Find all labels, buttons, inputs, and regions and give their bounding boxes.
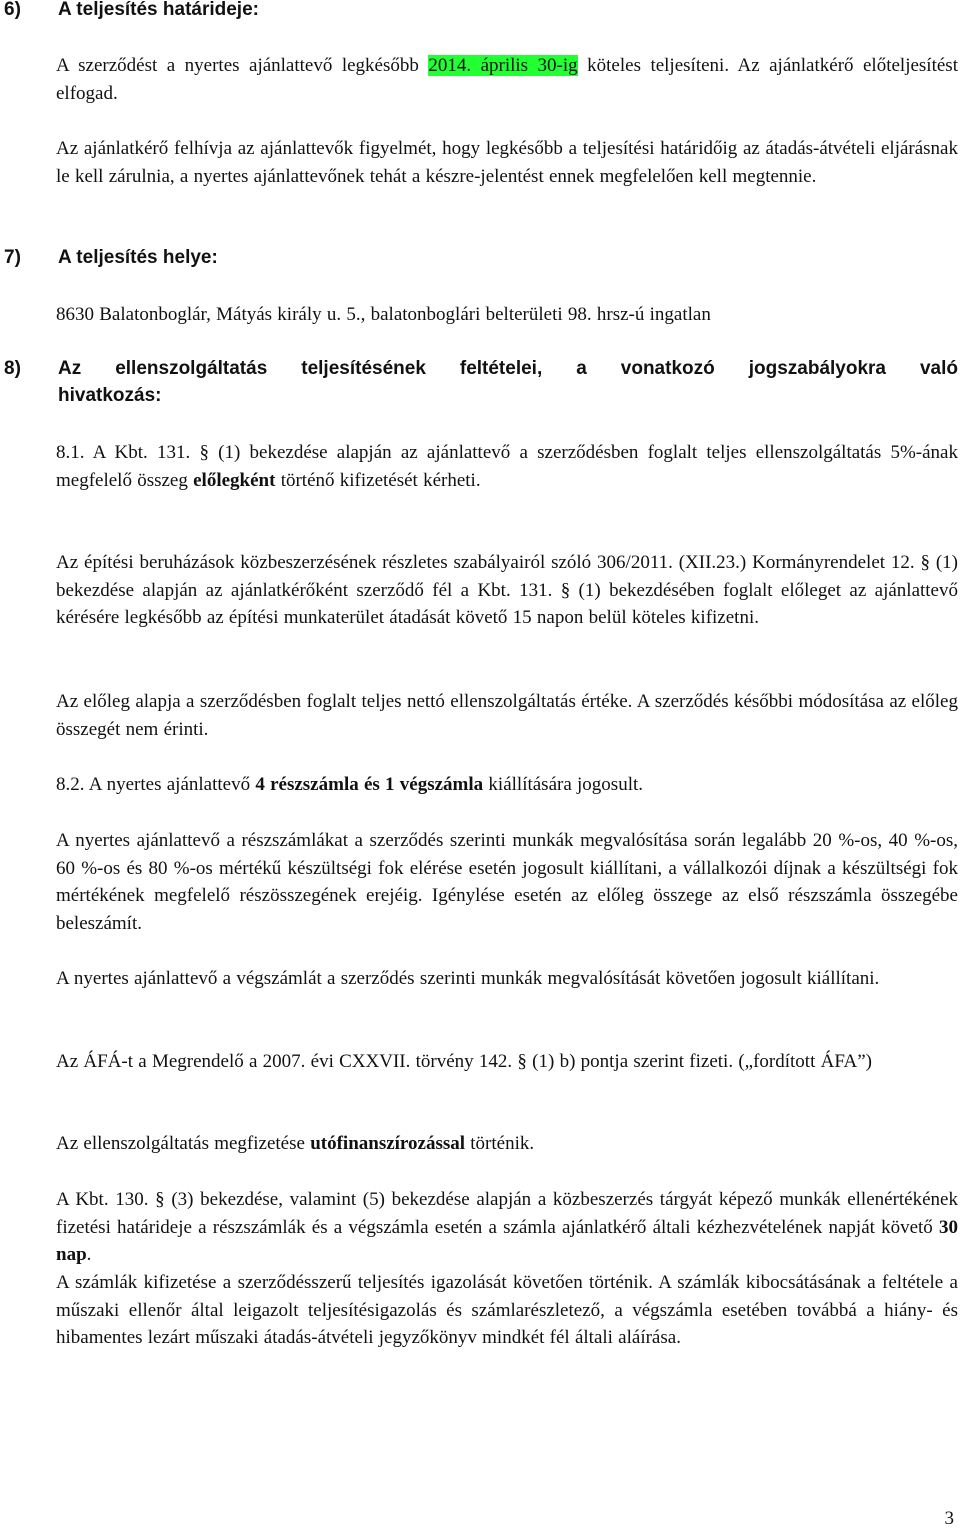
- paragraph: 8630 Balatonboglár, Mátyás király u. 5., balatonboglári belterületi 98. hrsz-ú ingatlan: [56, 304, 711, 325]
- paragraph: Az ÁFÁ-t a Megrendelő a 2007. évi CXXVII. törvény 142. § (1) b) pontja szerint fizeti. („fordított ÁFA”): [56, 1051, 872, 1072]
- paragraph: Az előleg alapja a szerződésben foglalt teljes nettó ellenszolgáltatás értéke. A szerződés későbbi módosítása az előleg összegét nem érinti.: [56, 691, 958, 740]
- paragraph: A szerződést a nyertes ajánlattevő legkésőbb 2014. április 30-ig köteles teljesíteni. Az ajánlatkérő előteljesítést elfogad.: [56, 55, 958, 104]
- bold-term: 30 nap: [56, 1216, 958, 1265]
- paragraph: A nyertes ajánlattevő a részszámlákat a szerződés szerinti munkák megvalósítása során legalább 20 %-os, 40 %-os, 60 %-os és 80 %-os mértékű készültségi fok elérése esetén jogosult kiállítani, a vállalkozói díjnak a készültségi fok mértékének megfelelő részösszegének erejéig. Igénylése esetén az előleg összege az első részszámla összegébe beleszámít.: [56, 830, 958, 934]
- section-title-line-2: hivatkozás:: [58, 385, 162, 406]
- section-number: 7): [4, 247, 21, 268]
- section-number: 6): [4, 0, 21, 20]
- section-number: 8): [4, 358, 21, 379]
- paragraph: 8.2. A nyertes ajánlattevő 4 részszámla és 1 végszámla kiállítására jogosult.: [56, 774, 643, 795]
- paragraph: Az ajánlatkérő felhívja az ajánlattevők figyelmét, hogy legkésőbb a teljesítési határidőig az átadás-átvételi eljárásnak le kell zárulnia, a nyertes ajánlattevőnek tehát a készre-jelentést ennek megfelelően kell megtennie.: [56, 138, 958, 187]
- paragraph: 8.1. A Kbt. 131. § (1) bekezdése alapján az ajánlattevő a szerződésben foglalt teljes ellenszolgáltatás 5%-ának megfelelő összeg előlegként történő kifizetését kérheti.: [56, 442, 958, 491]
- bold-term: előlegként: [193, 469, 276, 491]
- bold-term: 4 részszámla és 1 végszámla: [255, 774, 484, 795]
- highlighted-date: 2014. április 30-ig: [428, 55, 578, 76]
- paragraph: A nyertes ajánlattevő a végszámlát a szerződés szerinti munkák megvalósítását követően jogosult kiállítani.: [56, 968, 880, 989]
- paragraph: A számlák kifizetése a szerződésszerű teljesítés igazolását követően történik. A számlák kibocsátásának a feltétele a műszaki ellenőr által leigazolt teljesítésigazolás és számlarészletező, a végszámla esetében továbbá a hiány- és hibamentes lezárt műszaki átadás-átvételi jegyzőkönyv mindkét fél általi aláírása.: [56, 1272, 958, 1348]
- paragraph: A Kbt. 130. § (3) bekezdése, valamint (5) bekezdése alapján a közbeszerzés tárgyát képező munkák ellenértékének fizetési határideje a részszámlák és a végszámla esetén a számla ajánlatkérő általi kézhezvételének napját követő 30 nap.: [56, 1189, 958, 1265]
- section-title-line-1: Az ellenszolgáltatás teljesítésének feltételei, a vonatkozó jogszabályokra való: [58, 358, 958, 379]
- bold-term: utófinanszírozással: [310, 1133, 466, 1154]
- paragraph: Az építési beruházások közbeszerzésének részletes szabályairól szóló 306/2011. (XII.23.) Kormányrendelet 12. § (1) bekezdése alapján az ajánlatkérőként szerződő fél a Kbt. 131. § (1) bekezdésében foglalt előleget az ajánlattevő kérésére legkésőbb az építési munkaterület átadását követő 15 napon belül köteles kifizetni.: [56, 552, 958, 628]
- paragraph: Az ellenszolgáltatás megfizetése utófinanszírozással történik.: [56, 1133, 535, 1154]
- section-title: A teljesítés helye:: [58, 247, 218, 268]
- section-title: A teljesítés határideje:: [58, 0, 259, 20]
- page-number: 3: [944, 1508, 954, 1529]
